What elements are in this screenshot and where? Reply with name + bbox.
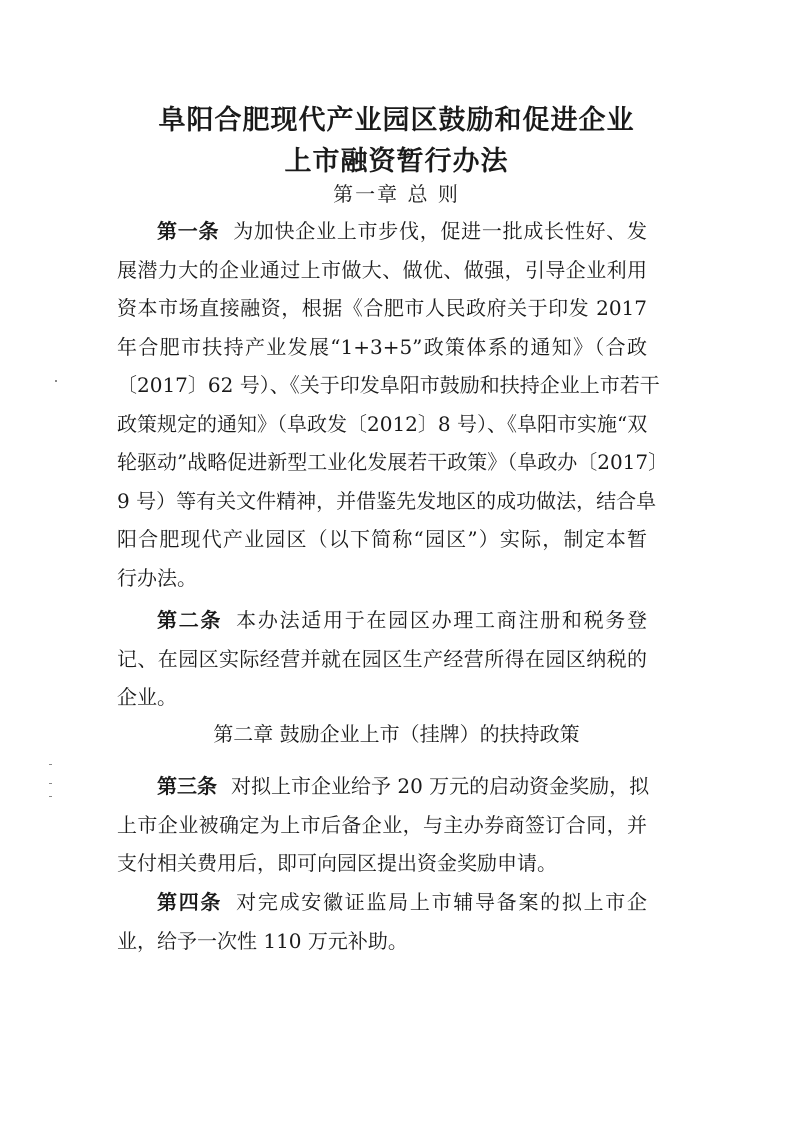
article-line: 资本市场直接融资，根据《合肥市人民政府关于印发 2017 <box>117 296 647 320</box>
article-line: 轮驱动”战略促进新型工业化发展若干政策》（阜政办〔2017〕 <box>117 450 669 474</box>
document-title-line-1: 阜阳合肥现代产业园区鼓励和促进企业 <box>158 105 635 136</box>
article-line: 企业。 <box>117 685 177 709</box>
article-2 <box>117 601 647 717</box>
article-line: 支付相关费用后，即可向园区提出资金奖励申请。 <box>117 851 557 875</box>
article-3 <box>117 767 650 883</box>
scan-speck <box>49 783 52 784</box>
article-line: 第三条 对拟上市企业给予 20 万元的启动资金奖励，拟 <box>157 774 650 798</box>
document-title-line-2: 上市融资暂行办法 <box>284 146 509 177</box>
article-line: 政策规定的通知》（阜政发〔2012〕8 号）、《阜阳市实施“双 <box>117 411 648 436</box>
chapter-heading-2: 第二章 鼓励企业上市（挂牌）的扶持政策 <box>213 722 580 746</box>
article-heading: 第三条 <box>157 774 217 798</box>
article-heading: 第一条 <box>157 219 220 243</box>
article-line: 〔2017〕62 号）、《关于印发阜阳市鼓励和扶持企业上市若干 <box>117 373 660 397</box>
article-line: 记、在园区实际经营并就在园区生产经营所得在园区纳税的 <box>117 646 647 671</box>
article-line: 9 号）等有关文件精神，并借鉴先发地区的成功做法，结合阜 <box>117 488 657 513</box>
article-line: 上市企业被确定为上市后备企业，与主办券商签订合同，并 <box>117 812 647 837</box>
article-heading: 第四条 <box>157 890 223 914</box>
scan-speck <box>55 380 57 382</box>
article-heading: 第二条 <box>157 608 223 632</box>
article-line: 展潜力大的企业通过上市做大、做优、做强，引导企业利用 <box>117 257 647 282</box>
scan-speck <box>49 764 52 765</box>
article-line: 行办法。 <box>117 565 197 590</box>
article-line: 业，给予一次性 110 万元补助。 <box>117 928 408 953</box>
article-1 <box>117 212 669 597</box>
article-line: 年合肥市扶持产业发展“1+3+5”政策体系的通知》（合政 <box>117 334 647 359</box>
article-line: 阳合肥现代产业园区（以下简称“园区”）实际，制定本暂 <box>117 527 647 551</box>
article-line: 第一条 为加快企业上市步伐，促进一批成长性好、发 <box>157 219 648 243</box>
article-line: 第二条 本办法适用于在园区办理工商注册和税务登 <box>157 608 648 632</box>
chapter-heading-1: 第一章 总 则 <box>333 182 460 206</box>
article-line: 第四条 对完成安徽证监局上市辅导备案的拟上市企 <box>157 890 648 914</box>
scan-speck <box>49 796 52 797</box>
article-4 <box>117 883 647 960</box>
